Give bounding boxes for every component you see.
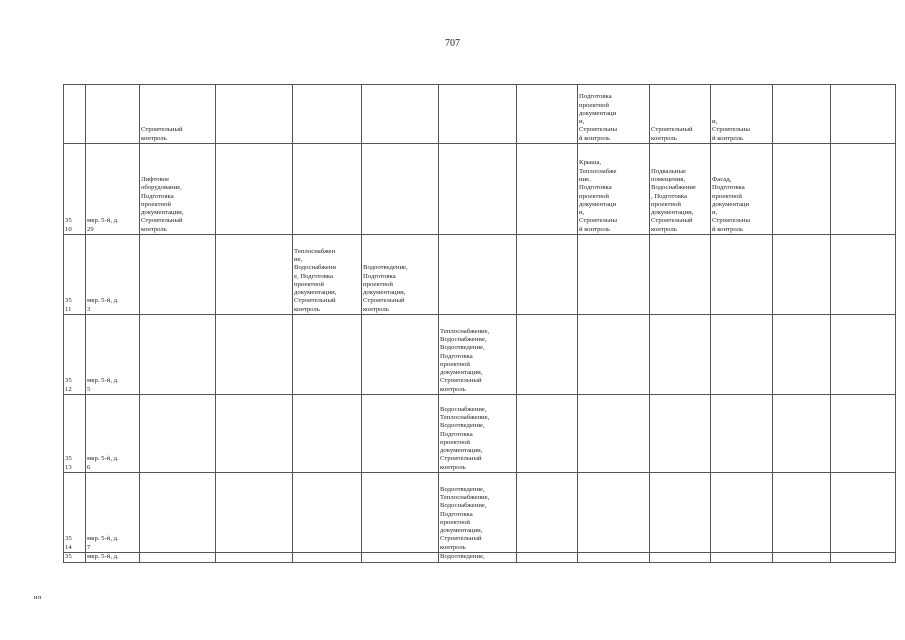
work-cell xyxy=(831,235,896,315)
address-cell: мкр. 5-й, д. 29 xyxy=(86,144,140,235)
address-cell: мкр. 5-й, д. 3 xyxy=(86,235,140,315)
work-cell xyxy=(293,315,362,395)
work-cell xyxy=(517,395,578,473)
row-number-cell: 35 14 xyxy=(64,473,86,553)
work-cell xyxy=(517,235,578,315)
work-cell xyxy=(216,85,293,144)
work-cell xyxy=(773,315,831,395)
work-cell xyxy=(517,473,578,553)
work-cell xyxy=(362,473,439,553)
work-cell xyxy=(578,235,650,315)
work-cell xyxy=(831,395,896,473)
row-number-cell: 35 11 xyxy=(64,235,86,315)
work-cell: Строительный контроль xyxy=(140,85,216,144)
work-cell: Строительный контроль xyxy=(650,85,711,144)
work-cell: Водоснабжение, Теплоснабжение, Водоотведение, Подготовка проектной документации, Строительный контроль xyxy=(439,395,517,473)
address-cell xyxy=(86,85,140,144)
table-row xyxy=(64,315,896,395)
work-cell xyxy=(650,553,711,563)
work-cell xyxy=(140,473,216,553)
row-number-cell xyxy=(64,85,86,144)
work-cell xyxy=(216,553,293,563)
work-cell xyxy=(439,235,517,315)
work-cell: и, Строительны й контроль xyxy=(711,85,773,144)
work-cell xyxy=(439,144,517,235)
work-cell xyxy=(650,315,711,395)
row-number-cell: 35 10 xyxy=(64,144,86,235)
work-cell xyxy=(293,144,362,235)
work-cell xyxy=(216,144,293,235)
work-cell xyxy=(578,315,650,395)
work-cell xyxy=(140,315,216,395)
work-cell xyxy=(517,144,578,235)
work-cell xyxy=(517,85,578,144)
work-cell xyxy=(831,553,896,563)
work-cell: Теплоснабжение, Водоснабжение, Водоотведение, Подготовка проектной документации, Строительный контроль xyxy=(439,315,517,395)
work-cell xyxy=(773,553,831,563)
work-cell xyxy=(650,395,711,473)
work-cell xyxy=(773,235,831,315)
table-row xyxy=(64,235,896,315)
work-cell xyxy=(578,553,650,563)
work-cell xyxy=(293,473,362,553)
work-cell xyxy=(650,473,711,553)
row-number-cell: 35 13 xyxy=(64,395,86,473)
work-cell xyxy=(216,315,293,395)
work-cell xyxy=(831,315,896,395)
footer-mark: нп xyxy=(34,594,42,601)
work-cell xyxy=(140,395,216,473)
work-cell xyxy=(711,235,773,315)
work-cell: Лифтовое оборудование, Подготовка проектной документации, Строительный контроль xyxy=(140,144,216,235)
work-cell xyxy=(711,395,773,473)
work-cell xyxy=(831,144,896,235)
table-row xyxy=(64,144,896,235)
work-cell: Подготовка проектной документаци и, Строительны й контроль xyxy=(578,85,650,144)
work-cell xyxy=(362,144,439,235)
work-cell xyxy=(216,235,293,315)
work-cell xyxy=(578,473,650,553)
work-cell xyxy=(517,315,578,395)
work-cell xyxy=(362,85,439,144)
table-row xyxy=(64,473,896,553)
work-cell xyxy=(517,553,578,563)
work-cell: Теплоснабжен ие, Водоснабжени е, Подготовка проектной документации, Строительный контроль xyxy=(293,235,362,315)
work-cell xyxy=(773,85,831,144)
address-cell: мкр. 5-й, д. 6 xyxy=(86,395,140,473)
work-cell xyxy=(293,553,362,563)
work-cell xyxy=(216,473,293,553)
work-cell xyxy=(831,473,896,553)
work-cell: Крыша, Теплоснабже ние, Подготовка проектной документаци и, Строительны й контроль xyxy=(578,144,650,235)
row-number-cell: 35 xyxy=(64,553,86,563)
work-cell xyxy=(362,315,439,395)
work-cell: Водоотведение, xyxy=(439,553,517,563)
work-cell xyxy=(650,235,711,315)
table-row xyxy=(64,395,896,473)
work-cell xyxy=(140,235,216,315)
page-number: 707 xyxy=(445,38,460,49)
work-cell: Водоотведение, Теплоснабжение, Водоснабжение, Подготовка проектной документации, Строительный контроль xyxy=(439,473,517,553)
address-cell: мкр. 5-й, д. xyxy=(86,553,140,563)
work-cell xyxy=(773,395,831,473)
work-cell xyxy=(140,553,216,563)
address-cell: мкр. 5-й, д. 7 xyxy=(86,473,140,553)
work-cell xyxy=(293,395,362,473)
work-cell xyxy=(216,395,293,473)
work-cell xyxy=(711,553,773,563)
work-cell xyxy=(711,315,773,395)
work-cell xyxy=(578,395,650,473)
work-cell xyxy=(773,144,831,235)
work-cell: Фасад, Подготовка проектной документаци и, Строительны й контроль xyxy=(711,144,773,235)
work-cell xyxy=(831,85,896,144)
table-row xyxy=(64,85,896,144)
repair-schedule-table xyxy=(63,84,896,563)
work-cell xyxy=(362,395,439,473)
table-row xyxy=(64,553,896,563)
work-cell xyxy=(439,85,517,144)
address-cell: мкр. 5-й, д. 5 xyxy=(86,315,140,395)
work-cell xyxy=(711,473,773,553)
work-cell: Подвальные помещения, Водоснабжение , Подготовка проектной документации, Строительный контроль xyxy=(650,144,711,235)
work-cell xyxy=(773,473,831,553)
row-number-cell: 35 12 xyxy=(64,315,86,395)
work-cell xyxy=(362,553,439,563)
work-cell xyxy=(293,85,362,144)
work-cell: Водоотведение, Подготовка проектной документации, Строительный контроль xyxy=(362,235,439,315)
